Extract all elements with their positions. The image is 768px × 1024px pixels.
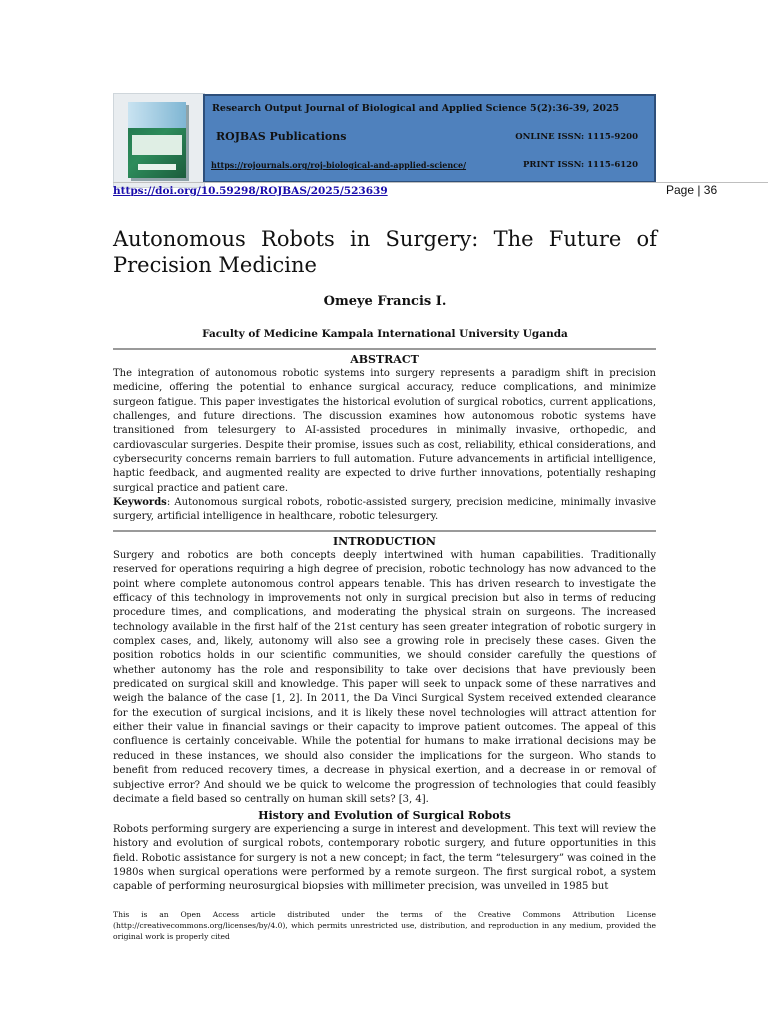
- journal-header-banner: [203, 94, 656, 183]
- doi-link[interactable]: https://doi.org/10.59298/ROJBAS/2025/523639: [113, 185, 388, 197]
- title-line-2: Precision Medicine: [113, 253, 317, 277]
- author-affiliation: Faculty of Medicine Kampala International University Uganda: [202, 328, 568, 340]
- online-issn: ONLINE ISSN: 1115-9200: [515, 132, 638, 142]
- cover-book-graphic: [128, 102, 186, 178]
- print-issn: PRINT ISSN: 1115-6120: [523, 160, 638, 170]
- paper-title: [113, 226, 657, 278]
- abstract-body: [113, 367, 656, 525]
- history-body: Robots performing surgery are experiencing a surge in interest and development. This text will review the history and evolution of surgical robots, contemporary robotic surgery, and future opportunities in this field. Robotic assistance for surgery is not a new concept; in fact, the term “telesurgery” was coined in the 1980s when surgical operations were performed by a remote surgeon. The first surgical robot, a system capable of performing neurosurgical biopsies with millimeter precision, was unveiled in 1985 but: [113, 824, 656, 893]
- license-footer: This is an Open Access article distributed under the terms of the Creative Commons Attribution License (http://creativecommons.org/licenses/by/4.0), which permits unrestricted use, distribution, and reproduction in any medium, provided the original work is properly cited: [113, 910, 656, 941]
- abstract-text: The integration of autonomous robotic systems into surgery represents a paradigm shift in precision medicine, offering the potential to enhance surgical accuracy, reduce complications, and minimize surgeon fatigue. This paper investigates the historical evolution of surgical robotics, current applications, challenges, and future directions. The discussion examines how autonomous robotic systems have transitioned from telesurgery to AI-assisted procedures in minimally invasive, orthopedic, and cardiovascular surgeries. Despite their promise, issues such as cost, reliability, ethical considerations, and cybersecurity concerns remain barriers to full automation. Future advancements in artificial intelligence, haptic feedback, and augmented reality are expected to drive further innovations, potentially reshaping surgical practice and patient care.: [113, 368, 656, 494]
- publisher-name: ROJBAS Publications: [216, 130, 347, 143]
- abstract-heading: ABSTRACT: [350, 353, 419, 366]
- keywords-label: Keywords: [113, 497, 167, 509]
- abstract-bottom-rule: [113, 530, 656, 532]
- introduction-body: Surgery and robotics are both concepts deeply intertwined with human capabilities. Traditionally reserved for operations requiring a high degree of precision, robotic technology has now advanced to the point where complete autonomous control appears tenable. This has driven research to investigate the efficacy of this technology in improvements not only in surgical precision but also in terms of reducing procedure times, and complications, and moderating the physical strain on surgeons. The increased technology available in the first half of the 21st century has seen greater integration of robotic surgery in complex cases, and, likely, autonomy will also see a growing role in precisely these cases. Given the position robotics holds in our scientific communities, we should consider carefully the questions of whether autonomy has the role and responsibility to take over decisions that have previously been predicated on surgical skill and knowledge. This paper will seek to unpack some of these narratives and weigh the balance of the case [1, 2]. In 2011, the Da Vinci Surgical System received extended clearance for the execution of surgical incisions, and it is likely these novel technologies will attract attention for either their value in financial savings or their capacity to improve patient outcomes. The appeal of this confluence is certainly conceivable. While the potential for humans to make irrational decisions may be reduced in these instances, we should also consider the implications for the surgeon. Who stands to benefit from reduced recovery times, a decrease in physical exertion, and a decrease in or removal of subjective error? And should we be quick to welcome the progression of technologies that could feasibly decimate a field based so centrally on human skill sets? [3, 4].: [113, 550, 656, 805]
- keywords-text: : Autonomous surgical robots, robotic-assisted surgery, precision medicine, minimally invasive surgery, artificial intelligence in healthcare, robotic telesurgery.: [113, 497, 656, 523]
- journal-cover-image: [113, 93, 205, 188]
- journal-citation-line: Research Output Journal of Biological and Applied Science 5(2):36-39, 2025: [212, 103, 620, 114]
- title-line-1: Autonomous Robots in Surgery: The Future of: [113, 227, 657, 251]
- author-name: Omeye Francis I.: [323, 294, 447, 309]
- abstract-top-rule: [113, 348, 656, 350]
- introduction-heading: INTRODUCTION: [333, 535, 436, 548]
- history-heading: History and Evolution of Surgical Robots: [258, 809, 511, 822]
- page-number: Page | 36: [666, 183, 718, 197]
- journal-url-link[interactable]: https://rojournals.org/roj-biological-and-applied-science/: [211, 160, 467, 170]
